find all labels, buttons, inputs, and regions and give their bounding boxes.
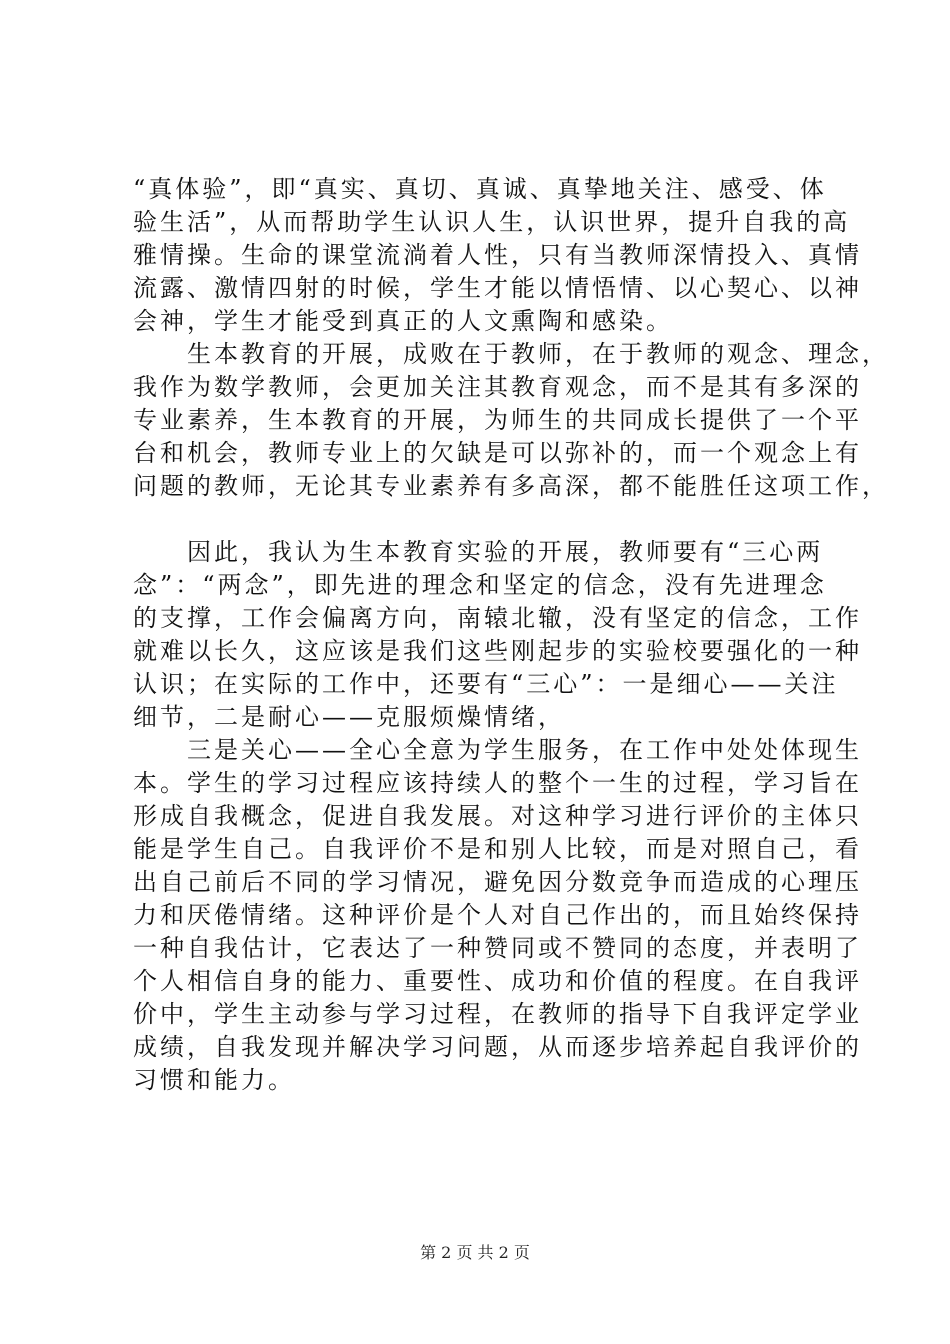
document-body xyxy=(133,173,889,1097)
page-number-footer: 第 2 页 共 2 页 xyxy=(420,1243,530,1262)
paragraph-spacer xyxy=(133,503,833,536)
text-line: 本。学生的学习过程应该持续人的整个一生的过程，学习旨在 xyxy=(133,769,862,797)
text-line: 我作为数学教师，会更加关注其教育观念，而不是其有多深的 xyxy=(133,373,862,401)
paragraph-4 xyxy=(133,734,862,1097)
text-line: 流露、激情四射的时候，学生才能以情悟情、以心契心、以神 xyxy=(133,274,862,302)
text-line: 念”：“两念”，即先进的理念和坚定的信念，没有先进理念 xyxy=(133,571,827,599)
text-line: 力和厌倦情绪。这种评价是个人对自己作出的，而且始终保持 xyxy=(133,901,862,929)
text-line: 形成自我概念，促进自我发展。对这种学习进行评价的主体只 xyxy=(133,802,862,830)
text-line: 就难以长久，这应该是我们这些刚起步的实验校要强化的一种 xyxy=(133,637,862,665)
text-line: 雅情操。生命的课堂流淌着人性，只有当教师深情投入、真情 xyxy=(133,241,862,269)
text-line: 台和机会，教师专业上的欠缺是可以弥补的，而一个观念上有 xyxy=(133,439,862,467)
text-line: 认识；在实际的工作中，还要有“三心”：一是细心——关注 xyxy=(133,670,839,698)
text-line: 三是关心——全心全意为学生服务，在工作中处处体现生 xyxy=(133,736,862,764)
text-line: 价中，学生主动参与学习过程，在教师的指导下自我评定学业 xyxy=(133,1000,862,1028)
text-line: 能是学生自己。自我评价不是和别人比较，而是对照自己，看 xyxy=(133,835,862,863)
text-line: 的支撑，工作会偏离方向，南辕北辙，没有坚定的信念，工作 xyxy=(133,604,862,632)
paragraph-3 xyxy=(133,536,862,734)
text-line: 问题的教师，无论其专业素养有多高深，都不能胜任这项工作， xyxy=(133,472,889,500)
text-line: 生本教育的开展，成败在于教师，在于教师的观念、理念， xyxy=(133,340,889,368)
paragraph-1 xyxy=(133,173,862,338)
text-line: 一种自我估计，它表达了一种赞同或不赞同的态度，并表明了 xyxy=(133,934,862,962)
paragraph-2 xyxy=(133,338,889,503)
text-line: 细节，二是耐心——克服烦燥情绪， xyxy=(133,703,565,731)
text-line: 个人相信自身的能力、重要性、成功和价值的程度。在自我评 xyxy=(133,967,862,995)
text-line: 专业素养，生本教育的开展，为师生的共同成长提供了一个平 xyxy=(133,406,862,434)
text-line: 成绩，自我发现并解决学习问题，从而逐步培养起自我评价的 xyxy=(133,1033,862,1061)
text-line: 会神，学生才能受到真正的人文熏陶和感染。 xyxy=(133,307,673,335)
text-line: 习惯和能力。 xyxy=(133,1066,295,1094)
text-line: 因此，我认为生本教育实验的开展，教师要有“三心两 xyxy=(133,538,824,566)
text-line: 验生活”，从而帮助学生认识人生，认识世界，提升自我的高 xyxy=(133,208,851,236)
text-line: 出自己前后不同的学习情况，避免因分数竞争而造成的心理压 xyxy=(133,868,862,896)
text-line: “真体验”，即“真实、真切、真诚、真挚地关注、感受、体 xyxy=(133,175,827,203)
